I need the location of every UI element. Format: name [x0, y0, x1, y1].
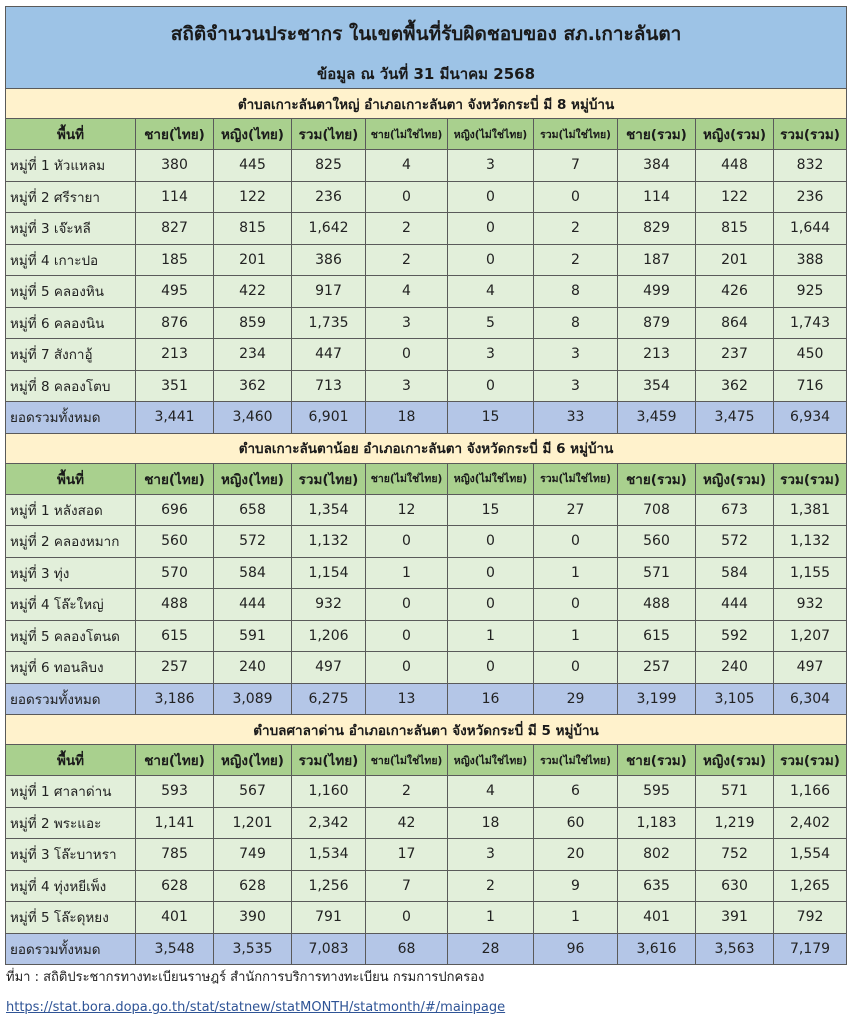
- total-cell: 6,901: [292, 402, 366, 434]
- table-cell: 932: [774, 589, 847, 621]
- total-cell: 29: [534, 683, 618, 715]
- column-header: รวม(รวม): [774, 119, 847, 150]
- column-header: รวม(ไม่ใช่ไทย): [534, 745, 618, 776]
- total-cell: 3,548: [136, 933, 214, 965]
- table-cell: 60: [534, 807, 618, 839]
- table-cell: 2: [448, 870, 534, 902]
- table-cell: 20: [534, 839, 618, 871]
- column-header: พื้นที่: [6, 745, 136, 776]
- table-cell: 1,743: [774, 307, 847, 339]
- column-header: ชาย(ไทย): [136, 119, 214, 150]
- total-cell: 7,083: [292, 933, 366, 965]
- table-cell: 1,166: [774, 776, 847, 808]
- table-cell: 448: [696, 150, 774, 182]
- table-cell: 201: [696, 244, 774, 276]
- table-row: [6, 213, 847, 245]
- table-cell: 829: [618, 213, 696, 245]
- table-cell: 8: [534, 307, 618, 339]
- footer: [6, 966, 846, 1015]
- table-cell: 362: [214, 370, 292, 402]
- table-cell: 1,201: [214, 807, 292, 839]
- total-cell: 3,475: [696, 402, 774, 434]
- table-cell: 0: [534, 181, 618, 213]
- table-cell: 1,219: [696, 807, 774, 839]
- table-cell: 628: [136, 870, 214, 902]
- column-header: หญิง(ไทย): [214, 119, 292, 150]
- section-title-row: [6, 715, 847, 745]
- table-cell: 876: [136, 307, 214, 339]
- table-cell: 1,256: [292, 870, 366, 902]
- table-row: [6, 370, 847, 402]
- table-cell: 4: [366, 150, 448, 182]
- village-name: หมู่ที่ 1 หลังสอด: [6, 494, 136, 526]
- total-cell: 3,089: [214, 683, 292, 715]
- table-row: [6, 652, 847, 684]
- table-cell: 635: [618, 870, 696, 902]
- total-cell: 6,275: [292, 683, 366, 715]
- table-row: [6, 150, 847, 182]
- table-row: [6, 620, 847, 652]
- table-cell: 9: [534, 870, 618, 902]
- table-cell: 444: [214, 589, 292, 621]
- table-cell: 571: [618, 557, 696, 589]
- table-row: [6, 902, 847, 934]
- table-cell: 2,402: [774, 807, 847, 839]
- table-cell: 380: [136, 150, 214, 182]
- total-cell: 68: [366, 933, 448, 965]
- table-cell: 401: [618, 902, 696, 934]
- table-cell: 354: [618, 370, 696, 402]
- table-cell: 2: [534, 244, 618, 276]
- table-cell: 114: [136, 181, 214, 213]
- table-cell: 792: [774, 902, 847, 934]
- table-cell: 4: [366, 276, 448, 308]
- table-cell: 3: [534, 370, 618, 402]
- village-name: หมู่ที่ 7 สังกาอู้: [6, 339, 136, 371]
- table-cell: 0: [448, 244, 534, 276]
- table-cell: 488: [136, 589, 214, 621]
- table-cell: 1,381: [774, 494, 847, 526]
- section-title: ตำบลศาลาด่าน อำเภอเกาะลันตา จังหวัดกระบี่ มี 5 หมู่บ้าน: [6, 715, 847, 745]
- village-name: หมู่ที่ 4 เกาะปอ: [6, 244, 136, 276]
- table-cell: 0: [448, 589, 534, 621]
- table-cell: 749: [214, 839, 292, 871]
- table-cell: 237: [696, 339, 774, 371]
- village-name: หมู่ที่ 3 โล๊ะบาหรา: [6, 839, 136, 871]
- page-title: สถิติจำนวนประชากร ในเขตพื้นที่รับผิดชอบของ สภ.เกาะลันตา: [6, 7, 847, 61]
- table-cell: 917: [292, 276, 366, 308]
- total-cell: 3,199: [618, 683, 696, 715]
- table-cell: 615: [618, 620, 696, 652]
- total-cell: 18: [366, 402, 448, 434]
- table-cell: 615: [136, 620, 214, 652]
- table-cell: 351: [136, 370, 214, 402]
- column-header: รวม(ไม่ใช่ไทย): [534, 119, 618, 150]
- table-cell: 213: [618, 339, 696, 371]
- table-cell: 1: [534, 902, 618, 934]
- table-cell: 2: [366, 244, 448, 276]
- table-row: [6, 307, 847, 339]
- column-header-row: [6, 119, 847, 150]
- table-cell: 3: [366, 370, 448, 402]
- column-header-row: [6, 463, 847, 494]
- table-cell: 0: [448, 557, 534, 589]
- table-cell: 362: [696, 370, 774, 402]
- table-cell: 391: [696, 902, 774, 934]
- village-name: หมู่ที่ 5 คลองโตนด: [6, 620, 136, 652]
- table-cell: 1: [366, 557, 448, 589]
- table-row: [6, 589, 847, 621]
- table-cell: 0: [366, 652, 448, 684]
- table-cell: 0: [366, 589, 448, 621]
- column-header: ชาย(รวม): [618, 745, 696, 776]
- table-cell: 450: [774, 339, 847, 371]
- table-cell: 444: [696, 589, 774, 621]
- table-cell: 1,534: [292, 839, 366, 871]
- total-cell: 6,934: [774, 402, 847, 434]
- total-cell: 13: [366, 683, 448, 715]
- table-cell: 488: [618, 589, 696, 621]
- table-cell: 17: [366, 839, 448, 871]
- table-cell: 673: [696, 494, 774, 526]
- column-header: ชาย(ไม่ใช่ไทย): [366, 463, 448, 494]
- table-cell: 572: [214, 526, 292, 558]
- source-link[interactable]: https://stat.bora.dopa.go.th/stat/statnew/statMONTH/statmonth/#/mainpage: [6, 1000, 506, 1015]
- total-label: ยอดรวมทั้งหมด: [6, 683, 136, 715]
- column-header: รวม(รวม): [774, 745, 847, 776]
- table-cell: 422: [214, 276, 292, 308]
- total-cell: 96: [534, 933, 618, 965]
- table-cell: 1,141: [136, 807, 214, 839]
- total-cell: 3,186: [136, 683, 214, 715]
- column-header: ชาย(ไทย): [136, 745, 214, 776]
- table-cell: 234: [214, 339, 292, 371]
- village-name: หมู่ที่ 6 คลองนิน: [6, 307, 136, 339]
- column-header-row: [6, 745, 847, 776]
- total-cell: 6,304: [774, 683, 847, 715]
- table-cell: 859: [214, 307, 292, 339]
- total-cell: 16: [448, 683, 534, 715]
- table-cell: 560: [618, 526, 696, 558]
- table-cell: 1,554: [774, 839, 847, 871]
- total-cell: 33: [534, 402, 618, 434]
- total-cell: 3,616: [618, 933, 696, 965]
- total-cell: 3,460: [214, 402, 292, 434]
- table-row: [6, 494, 847, 526]
- village-name: หมู่ที่ 2 คลองหมาก: [6, 526, 136, 558]
- table-cell: 0: [448, 213, 534, 245]
- table-cell: 593: [136, 776, 214, 808]
- column-header: ชาย(ไทย): [136, 463, 214, 494]
- table-cell: 3: [448, 839, 534, 871]
- table-row: [6, 339, 847, 371]
- total-row: [6, 402, 847, 434]
- village-name: หมู่ที่ 5 โล๊ะดุหยง: [6, 902, 136, 934]
- village-name: หมู่ที่ 2 พระแอะ: [6, 807, 136, 839]
- table-cell: 6: [534, 776, 618, 808]
- table-cell: 1,183: [618, 807, 696, 839]
- table-cell: 122: [696, 181, 774, 213]
- village-name: หมู่ที่ 5 คลองหิน: [6, 276, 136, 308]
- table-cell: 114: [618, 181, 696, 213]
- table-cell: 257: [136, 652, 214, 684]
- village-name: หมู่ที่ 2 ศรีรายา: [6, 181, 136, 213]
- village-name: หมู่ที่ 1 หัวแหลม: [6, 150, 136, 182]
- village-name: หมู่ที่ 3 ทุ่ง: [6, 557, 136, 589]
- table-cell: 708: [618, 494, 696, 526]
- population-table: [5, 6, 847, 965]
- table-cell: 187: [618, 244, 696, 276]
- table-cell: 785: [136, 839, 214, 871]
- table-cell: 0: [448, 526, 534, 558]
- column-header: หญิง(ไม่ใช่ไทย): [448, 745, 534, 776]
- table-cell: 426: [696, 276, 774, 308]
- table-cell: 12: [366, 494, 448, 526]
- table-cell: 1: [448, 902, 534, 934]
- table-cell: 0: [448, 370, 534, 402]
- table-cell: 1,642: [292, 213, 366, 245]
- table-cell: 3: [448, 150, 534, 182]
- table-cell: 4: [448, 776, 534, 808]
- table-cell: 236: [774, 181, 847, 213]
- table-cell: 499: [618, 276, 696, 308]
- table-cell: 570: [136, 557, 214, 589]
- table-cell: 825: [292, 150, 366, 182]
- table-cell: 236: [292, 181, 366, 213]
- table-cell: 0: [448, 181, 534, 213]
- table-cell: 1,132: [774, 526, 847, 558]
- population-sheet: [5, 6, 846, 965]
- table-cell: 1: [448, 620, 534, 652]
- table-cell: 0: [366, 526, 448, 558]
- village-name: หมู่ที่ 1 ศาลาด่าน: [6, 776, 136, 808]
- table-cell: 0: [366, 339, 448, 371]
- table-cell: 201: [214, 244, 292, 276]
- table-cell: 1,132: [292, 526, 366, 558]
- table-cell: 0: [534, 589, 618, 621]
- table-cell: 0: [534, 526, 618, 558]
- table-cell: 240: [696, 652, 774, 684]
- table-cell: 1,206: [292, 620, 366, 652]
- table-cell: 1,160: [292, 776, 366, 808]
- table-cell: 42: [366, 807, 448, 839]
- table-cell: 257: [618, 652, 696, 684]
- column-header: พื้นที่: [6, 119, 136, 150]
- total-cell: 28: [448, 933, 534, 965]
- table-cell: 1,354: [292, 494, 366, 526]
- village-name: หมู่ที่ 8 คลองโตบ: [6, 370, 136, 402]
- table-cell: 27: [534, 494, 618, 526]
- column-header: ชาย(รวม): [618, 119, 696, 150]
- table-cell: 1,154: [292, 557, 366, 589]
- data-date: ข้อมูล ณ วันที่ 31 มีนาคม 2568: [6, 60, 847, 89]
- source-note: ที่มา : สถิติประชากรทางทะเบียนราษฎร์ สำนักการบริการทางทะเบียน กรมการปกครอง: [6, 970, 485, 985]
- table-cell: 925: [774, 276, 847, 308]
- table-cell: 716: [774, 370, 847, 402]
- table-cell: 3: [366, 307, 448, 339]
- table-cell: 0: [534, 652, 618, 684]
- table-cell: 495: [136, 276, 214, 308]
- table-cell: 802: [618, 839, 696, 871]
- total-cell: 3,459: [618, 402, 696, 434]
- total-cell: 3,441: [136, 402, 214, 434]
- column-header: หญิง(ไทย): [214, 463, 292, 494]
- table-cell: 791: [292, 902, 366, 934]
- village-name: หมู่ที่ 6 ทอนลิบง: [6, 652, 136, 684]
- table-cell: 1,207: [774, 620, 847, 652]
- table-cell: 1: [534, 557, 618, 589]
- table-cell: 932: [292, 589, 366, 621]
- table-cell: 388: [774, 244, 847, 276]
- table-cell: 696: [136, 494, 214, 526]
- table-cell: 1,735: [292, 307, 366, 339]
- column-header: รวม(ไทย): [292, 463, 366, 494]
- table-cell: 571: [696, 776, 774, 808]
- table-cell: 1,155: [774, 557, 847, 589]
- table-row: [6, 557, 847, 589]
- total-row: [6, 683, 847, 715]
- table-row: [6, 244, 847, 276]
- table-cell: 0: [448, 652, 534, 684]
- table-cell: 8: [534, 276, 618, 308]
- table-cell: 2: [366, 776, 448, 808]
- section-title: ตำบลเกาะลันตาน้อย อำเภอเกาะลันตา จังหวัดกระบี่ มี 6 หมู่บ้าน: [6, 433, 847, 463]
- table-cell: 2: [366, 213, 448, 245]
- table-cell: 815: [696, 213, 774, 245]
- column-header: รวม(ไม่ใช่ไทย): [534, 463, 618, 494]
- village-name: หมู่ที่ 4 โล๊ะใหญ่: [6, 589, 136, 621]
- table-cell: 592: [696, 620, 774, 652]
- table-cell: 185: [136, 244, 214, 276]
- table-cell: 584: [214, 557, 292, 589]
- table-row: [6, 839, 847, 871]
- column-header: ชาย(ไม่ใช่ไทย): [366, 745, 448, 776]
- table-cell: 630: [696, 870, 774, 902]
- total-label: ยอดรวมทั้งหมด: [6, 933, 136, 965]
- section-title-row: [6, 433, 847, 463]
- table-cell: 1,644: [774, 213, 847, 245]
- table-cell: 628: [214, 870, 292, 902]
- table-cell: 3: [448, 339, 534, 371]
- table-cell: 497: [292, 652, 366, 684]
- column-header: พื้นที่: [6, 463, 136, 494]
- table-cell: 15: [448, 494, 534, 526]
- table-row: [6, 276, 847, 308]
- table-cell: 7: [366, 870, 448, 902]
- table-row: [6, 870, 847, 902]
- table-cell: 384: [618, 150, 696, 182]
- table-cell: 2,342: [292, 807, 366, 839]
- table-row: [6, 526, 847, 558]
- table-cell: 567: [214, 776, 292, 808]
- table-cell: 879: [618, 307, 696, 339]
- column-header: ชาย(รวม): [618, 463, 696, 494]
- table-cell: 827: [136, 213, 214, 245]
- table-cell: 7: [534, 150, 618, 182]
- table-cell: 832: [774, 150, 847, 182]
- column-header: หญิง(ไม่ใช่ไทย): [448, 463, 534, 494]
- total-cell: 3,563: [696, 933, 774, 965]
- total-row: [6, 933, 847, 965]
- table-cell: 752: [696, 839, 774, 871]
- village-name: หมู่ที่ 3 เจ๊ะหลี: [6, 213, 136, 245]
- column-header: หญิง(รวม): [696, 119, 774, 150]
- column-header: หญิง(ไม่ใช่ไทย): [448, 119, 534, 150]
- table-cell: 18: [448, 807, 534, 839]
- section-title-row: [6, 89, 847, 119]
- village-name: หมู่ที่ 4 ทุ่งหยีเพ็ง: [6, 870, 136, 902]
- table-cell: 1: [534, 620, 618, 652]
- table-cell: 2: [534, 213, 618, 245]
- table-cell: 122: [214, 181, 292, 213]
- table-cell: 584: [696, 557, 774, 589]
- table-cell: 815: [214, 213, 292, 245]
- column-header: หญิง(ไทย): [214, 745, 292, 776]
- table-cell: 447: [292, 339, 366, 371]
- column-header: หญิง(รวม): [696, 463, 774, 494]
- table-cell: 0: [366, 181, 448, 213]
- total-label: ยอดรวมทั้งหมด: [6, 402, 136, 434]
- total-cell: 3,105: [696, 683, 774, 715]
- table-cell: 213: [136, 339, 214, 371]
- table-cell: 401: [136, 902, 214, 934]
- table-cell: 386: [292, 244, 366, 276]
- table-cell: 595: [618, 776, 696, 808]
- table-cell: 572: [696, 526, 774, 558]
- table-cell: 240: [214, 652, 292, 684]
- table-cell: 5: [448, 307, 534, 339]
- table-cell: 560: [136, 526, 214, 558]
- column-header: รวม(รวม): [774, 463, 847, 494]
- table-cell: 713: [292, 370, 366, 402]
- total-cell: 7,179: [774, 933, 847, 965]
- section-title: ตำบลเกาะลันตาใหญ่ อำเภอเกาะลันตา จังหวัดกระบี่ มี 8 หมู่บ้าน: [6, 89, 847, 119]
- table-cell: 497: [774, 652, 847, 684]
- column-header: รวม(ไทย): [292, 745, 366, 776]
- table-cell: 864: [696, 307, 774, 339]
- column-header: หญิง(รวม): [696, 745, 774, 776]
- table-cell: 0: [366, 902, 448, 934]
- total-cell: 15: [448, 402, 534, 434]
- table-cell: 390: [214, 902, 292, 934]
- table-cell: 1,265: [774, 870, 847, 902]
- total-cell: 3,535: [214, 933, 292, 965]
- table-cell: 445: [214, 150, 292, 182]
- table-cell: 3: [534, 339, 618, 371]
- table-cell: 0: [366, 620, 448, 652]
- table-row: [6, 776, 847, 808]
- column-header: ชาย(ไม่ใช่ไทย): [366, 119, 448, 150]
- table-cell: 4: [448, 276, 534, 308]
- table-cell: 658: [214, 494, 292, 526]
- table-row: [6, 807, 847, 839]
- column-header: รวม(ไทย): [292, 119, 366, 150]
- table-cell: 591: [214, 620, 292, 652]
- table-row: [6, 181, 847, 213]
